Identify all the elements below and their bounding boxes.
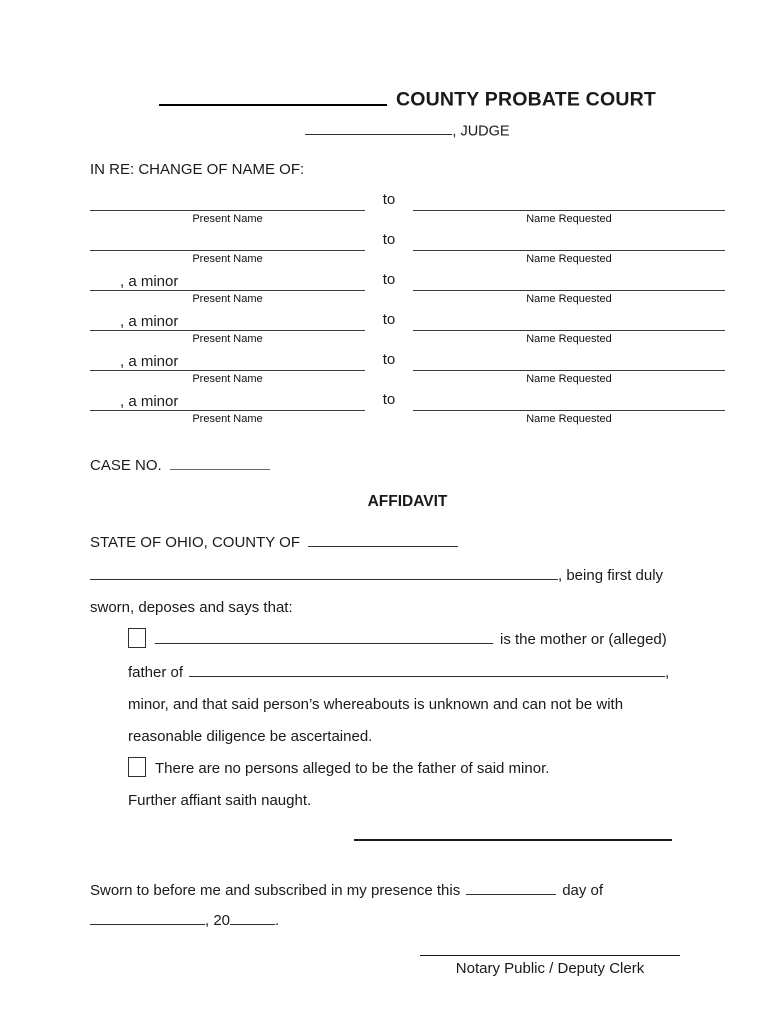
- county-field[interactable]: [308, 531, 458, 547]
- year-field[interactable]: [230, 909, 275, 925]
- present-name-field[interactable]: [90, 190, 365, 211]
- name-row: [90, 270, 725, 305]
- in-re-label: IN RE: CHANGE OF NAME OF:: [90, 161, 305, 178]
- clause2-line: [128, 757, 725, 780]
- minor-prefix-label: , a minor: [120, 392, 179, 410]
- name-requested-field[interactable]: [413, 310, 725, 331]
- minor-prefix-label: , a minor: [120, 312, 179, 330]
- mother-father-name-field[interactable]: [155, 628, 493, 644]
- notary-signature-line[interactable]: [420, 954, 680, 956]
- affiant-signature-line[interactable]: [354, 838, 672, 841]
- minor-name-field[interactable]: [189, 661, 665, 677]
- judge-name-field[interactable]: [305, 120, 452, 136]
- jurat-line2: [90, 909, 725, 932]
- present-name-caption: Present Name: [192, 373, 263, 385]
- affiant-name-row: [90, 564, 725, 587]
- jurat-prefix-label: Sworn to before me and subscribed in my presence this: [90, 881, 461, 899]
- name-requested-caption: Name Requested: [526, 293, 612, 305]
- present-name-caption: Present Name: [192, 213, 263, 225]
- jurat-line1: [90, 879, 725, 899]
- present-name-field[interactable]: [90, 390, 365, 411]
- state-county-label: STATE OF OHIO, COUNTY OF: [90, 534, 301, 551]
- present-name-caption: Present Name: [192, 413, 263, 425]
- name-row: [90, 190, 725, 225]
- period-label: .: [275, 911, 280, 929]
- name-requested-caption: Name Requested: [526, 253, 612, 265]
- name-requested-field[interactable]: [413, 270, 725, 291]
- to-label: to: [382, 231, 396, 248]
- day-of-label: day of: [562, 881, 604, 899]
- to-label: to: [382, 351, 396, 368]
- case-number-row: [90, 454, 725, 474]
- minor-prefix-label: , a minor: [120, 272, 179, 290]
- present-name-caption: Present Name: [192, 293, 263, 305]
- judge-row: [90, 120, 725, 140]
- judge-label: , JUDGE: [452, 123, 510, 139]
- to-label: to: [382, 191, 396, 208]
- name-requested-caption: Name Requested: [526, 413, 612, 425]
- present-name-caption: Present Name: [192, 253, 263, 265]
- to-label: to: [382, 271, 396, 288]
- present-name-field[interactable]: [90, 230, 365, 251]
- clause1-comma-label: ,: [665, 664, 670, 681]
- clause2-label: There are no persons alleged to be the father of said minor.: [155, 760, 550, 778]
- name-requested-caption: Name Requested: [526, 213, 612, 225]
- name-row: [90, 230, 725, 265]
- comma-20-label: , 20: [205, 911, 231, 929]
- name-requested-caption: Name Requested: [526, 373, 612, 385]
- clause1-line4: reasonable diligence be ascertained.: [128, 727, 373, 745]
- page-title: COUNTY PROBATE COURT: [395, 88, 657, 111]
- no-alleged-father-checkbox[interactable]: [128, 757, 146, 777]
- present-name-caption: Present Name: [192, 333, 263, 345]
- state-county-row: [90, 531, 725, 554]
- affidavit-heading: AFFIDAVIT: [367, 493, 448, 510]
- sworn-deposes-line: sworn, deposes and says that:: [90, 598, 293, 616]
- name-requested-field[interactable]: [413, 230, 725, 251]
- affiant-name-field[interactable]: [90, 564, 558, 580]
- closing-line: Further affiant saith naught.: [128, 792, 312, 809]
- clause1-suffix-label: is the mother or (alleged): [500, 631, 667, 649]
- name-requested-field[interactable]: [413, 350, 725, 371]
- present-name-field[interactable]: [90, 310, 365, 331]
- name-requested-field[interactable]: [413, 390, 725, 411]
- case-number-label: CASE NO.: [90, 457, 162, 474]
- name-requested-caption: Name Requested: [526, 333, 612, 345]
- father-of-label: father of: [128, 664, 184, 681]
- name-row: [90, 310, 725, 345]
- notary-signature-block: [420, 954, 680, 977]
- name-rows: [90, 190, 725, 425]
- present-name-field[interactable]: [90, 350, 365, 371]
- clause1-line1: [128, 628, 725, 651]
- name-row: [90, 390, 725, 425]
- county-name-field[interactable]: [159, 84, 387, 106]
- being-first-duly-label: , being first duly: [558, 566, 664, 584]
- name-row: [90, 350, 725, 385]
- day-field[interactable]: [466, 879, 556, 895]
- form-title-row: [90, 84, 725, 112]
- clause1-line2: [128, 661, 725, 684]
- name-requested-field[interactable]: [413, 190, 725, 211]
- case-number-field[interactable]: [170, 454, 270, 470]
- month-field[interactable]: [90, 909, 205, 925]
- unknown-whereabouts-checkbox[interactable]: [128, 628, 146, 648]
- minor-prefix-label: , a minor: [120, 352, 179, 370]
- present-name-field[interactable]: [90, 270, 365, 291]
- clause1-line3: minor, and that said person’s whereabouts is unknown and can not be with: [128, 695, 624, 713]
- to-label: to: [382, 391, 396, 408]
- to-label: to: [382, 311, 396, 328]
- notary-caption: Notary Public / Deputy Clerk: [455, 959, 645, 977]
